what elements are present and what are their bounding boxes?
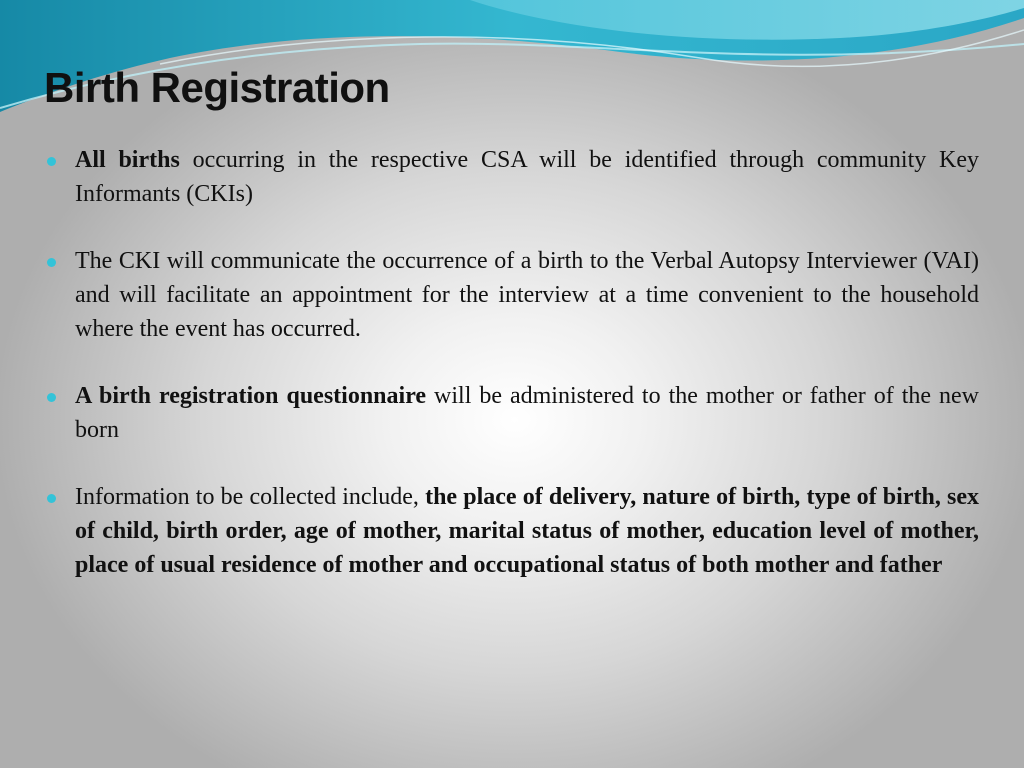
bold-text-run: the place of delivery, nature of birth, type of birth, sex of child, birth order, age of mother, marital status of mother, education level of mother, place of usual residence of mother and occupational status of both mother and father xyxy=(75,484,979,578)
bullet-dot-icon xyxy=(47,157,56,166)
bullet-item xyxy=(47,480,979,582)
bullet-text xyxy=(75,379,979,447)
bullet-item xyxy=(47,244,979,346)
bullet-list xyxy=(47,143,979,615)
text-run: Information to be collected include, xyxy=(75,484,426,510)
bullet-text xyxy=(75,480,979,582)
text-run: will be administered to the mother or father of the new born xyxy=(75,383,979,443)
bullet-text xyxy=(75,143,979,211)
bullet-item xyxy=(47,379,979,447)
bullet-item xyxy=(47,143,979,211)
bullet-text xyxy=(75,244,979,346)
slide-title: Birth Registration xyxy=(44,64,390,111)
bullet-dot-icon xyxy=(47,494,56,503)
bold-text-run: All births xyxy=(75,147,180,173)
bullet-dot-icon xyxy=(47,393,56,402)
bold-text-run: A birth registration questionnaire xyxy=(75,383,427,409)
text-run: occurring in the respective CSA will be identified through community Key Informants (CKIs) xyxy=(75,147,980,207)
text-run: The CKI will communicate the occurrence of a birth to the Verbal Autopsy Interviewer (VAI) and will facilitate an appointment for the interview at a time convenient to the household where the event has occurred. xyxy=(75,248,979,342)
bullet-dot-icon xyxy=(47,258,56,267)
